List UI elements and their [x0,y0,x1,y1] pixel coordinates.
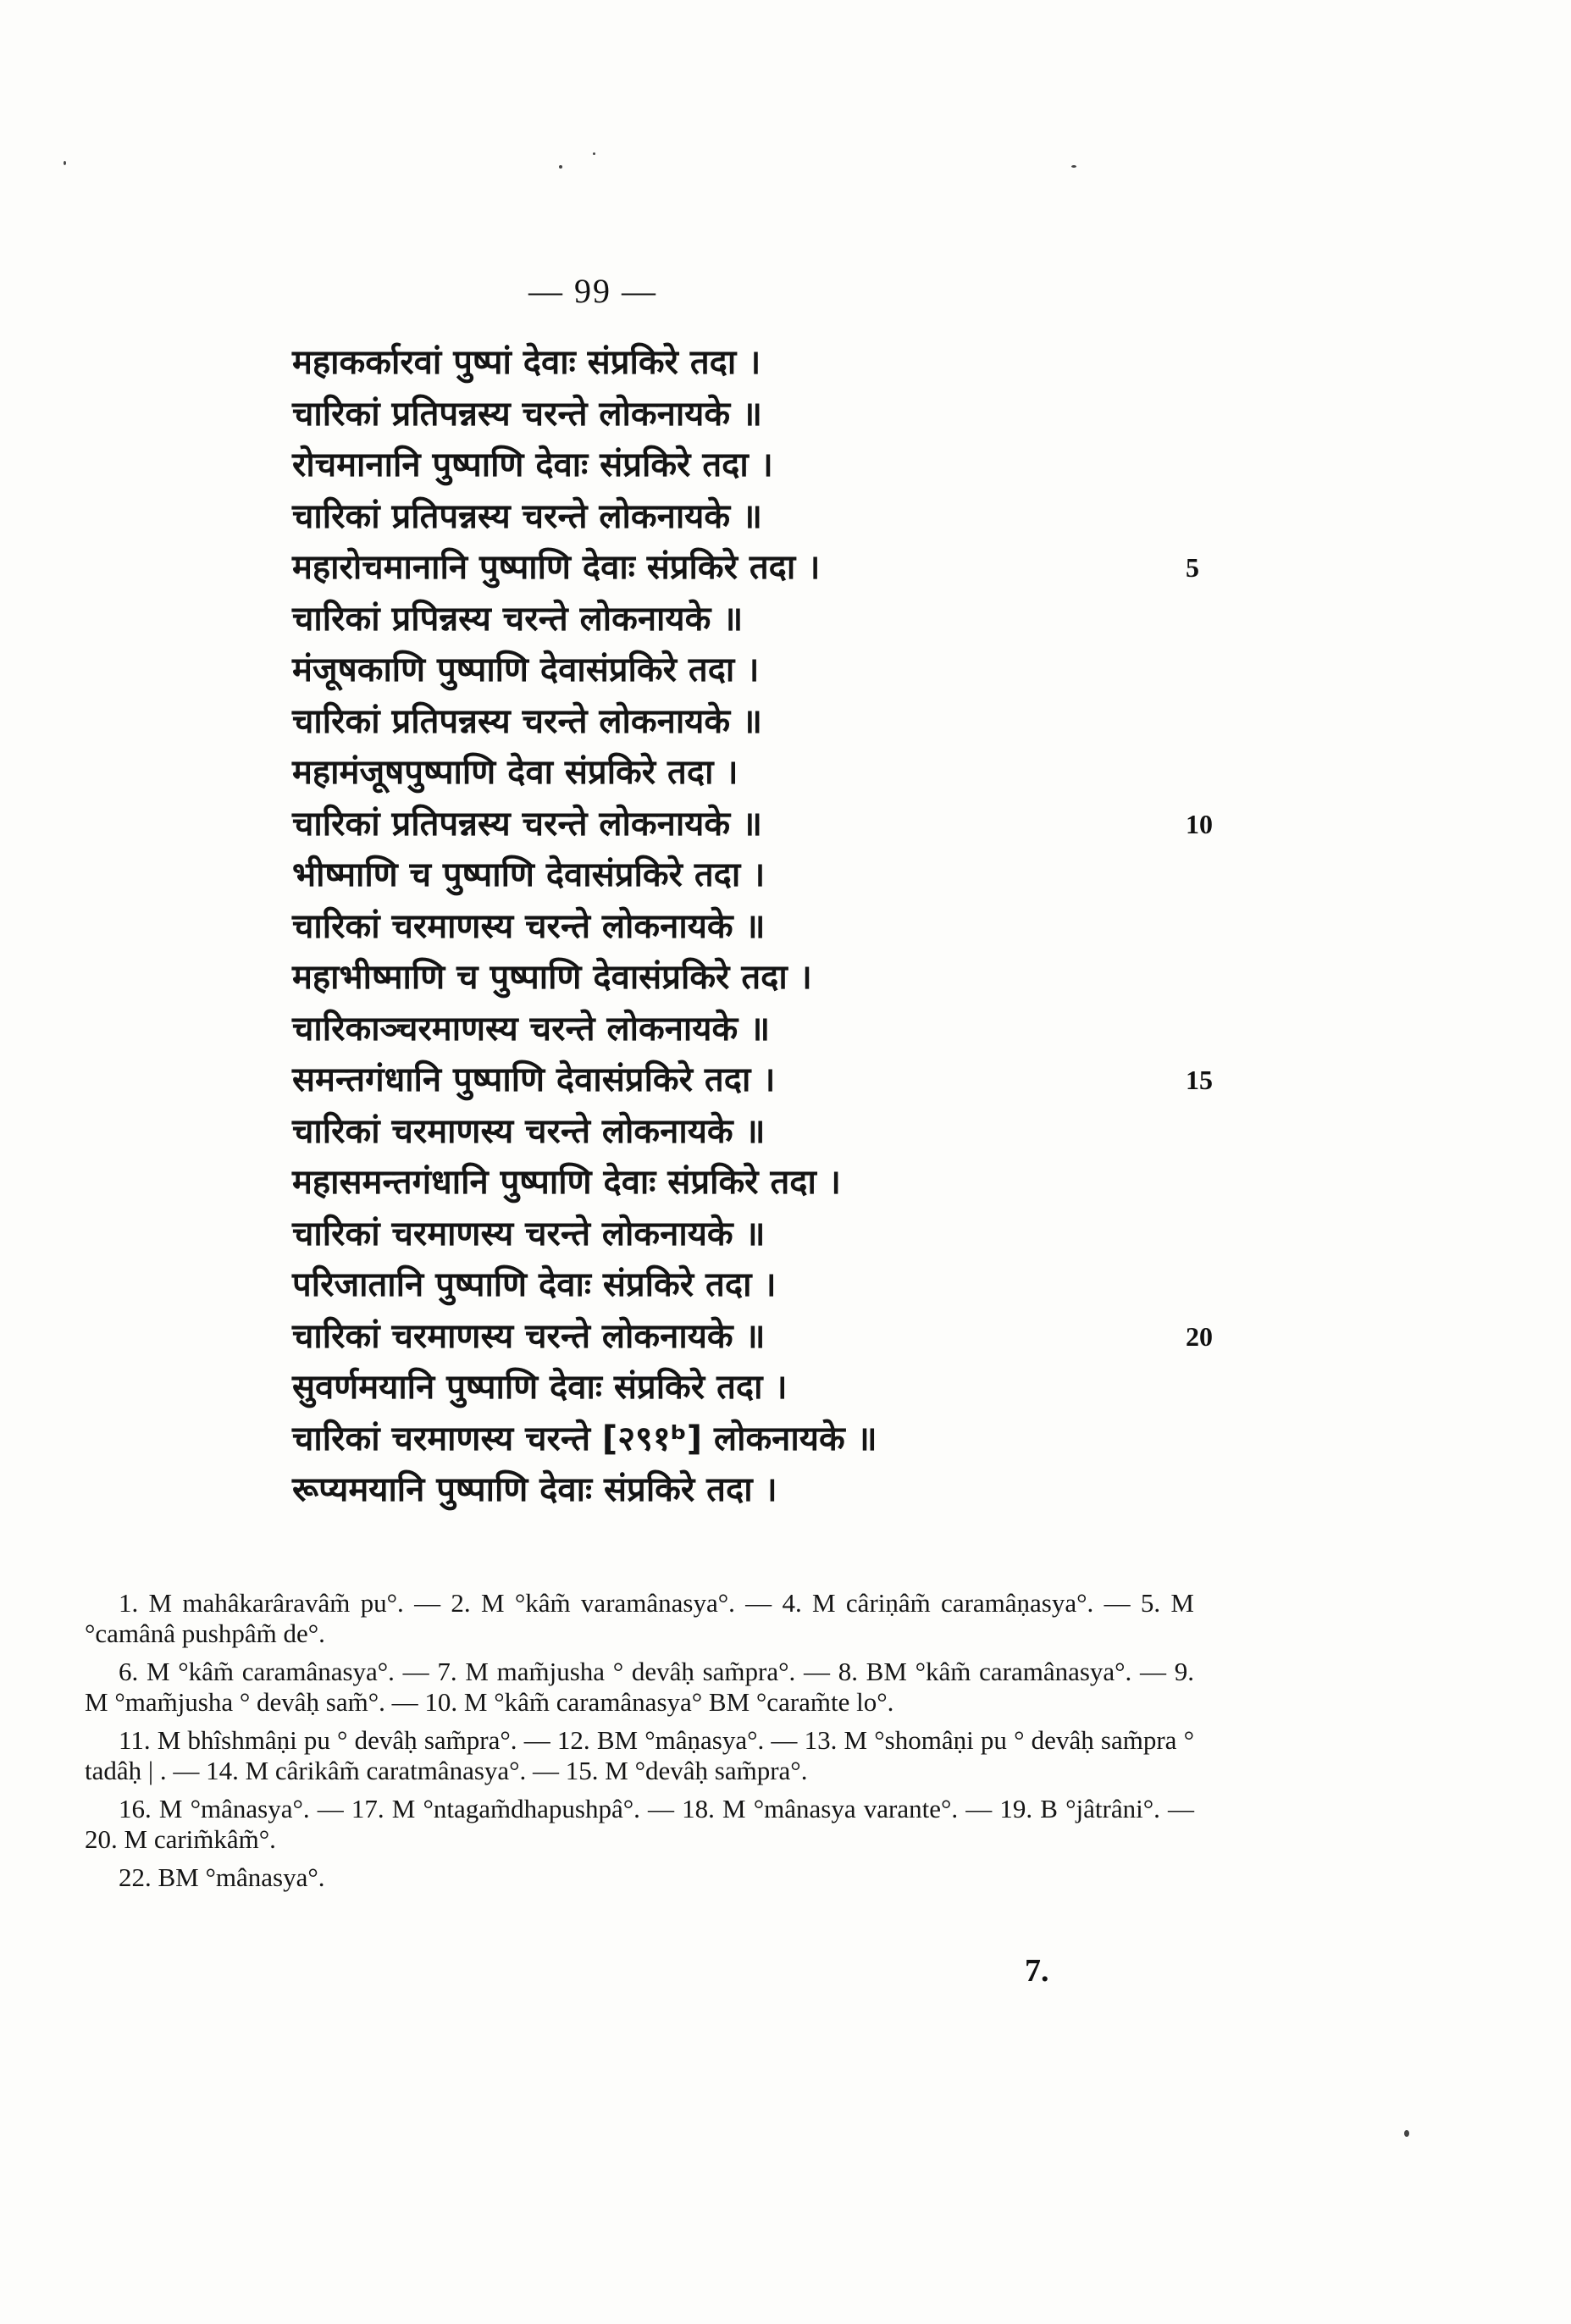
verse-line [292,1362,1563,1414]
footnote-paragraph: 22. BM °mânasya°. [119,1862,325,1892]
footnote-paragraph: 11. M bhîshmâṇi pu ° devâḥ sam̃pra°. — 12. BM °mâṇasya°. — 13. M °shomâṇi pu ° devâḥ sam̃pra ° tadâḥ | . — 14. M cârikâm̃ caratmânasya°. — 15. M °devâḥ sam̃pra°. [85,1725,1194,1785]
footnote-paragraph: 16. M °mânasya°. — 17. M °ntagam̃dhapushpâ°. — 18. M °mânasya varante°. — 19. B °jâtrâni°. — 20. M carim̃kâm̃°. [85,1794,1194,1854]
verse-text: महाकर्कारवां पुष्पां देवाः संप्रकिरे तदा । [292,343,761,382]
verse-text: चारिकां चरमाणस्य चरन्ते लोकनायके ॥ [292,1214,766,1253]
verse-text: चारिकां प्रतिपन्नस्य चरन्ते लोकनायके ॥ [292,496,762,536]
line-number: 5 [1186,552,1199,583]
verse-line [292,1464,1563,1516]
verse-line [292,1106,1563,1158]
verse-line [292,389,1563,440]
verse-text: चारिकां चरमाणस्य चरन्ते लोकनायके ॥ [292,1111,766,1151]
footnote-paragraph: 6. M °kâm̃ caramânasya°. — 7. M mam̃jusha ° devâḥ sam̃pra°. — 8. BM °kâm̃ caramânasya°. — 9. M °mam̃jusha ° devâḥ sam̃°. — 10. M °kâm̃ caramânasya° BM °caram̃te lo°. [85,1657,1194,1717]
verse-line [292,337,1563,389]
print-speck [1071,165,1076,168]
verse-line [292,1311,1563,1363]
verse-line [292,799,1563,850]
verse-line [292,440,1563,491]
footnote-paragraph: 1. M mahâkarâravâm̃ pu°. — 2. M °kâm̃ varamânasya°. — 4. M câriṇâm̃ caramâṇasya°. — 5. M °camânâ pushpâm̃ de°. [85,1588,1194,1648]
verse-text: भीष्माणि च पुष्पाणि देवासंप्रकिरे तदा । [292,855,766,894]
verse-text: सुवर्णमयानि पुष्पाणि देवाः संप्रकिरे तदा । [292,1368,788,1407]
verse-text: चारिकां चरमाणस्य चरन्ते [२९१ᵇ] लोकनायके ॥ [292,1419,877,1458]
verse-text: महासमन्तगंधानि पुष्पाणि देवाः संप्रकिरे तदा । [292,1163,841,1202]
verse-line [292,1054,1563,1106]
signature-mark: 7. [1025,1953,1049,1989]
verse-line [292,594,1563,645]
verse-text: रोचमानानि पुष्पाणि देवाः संप्रकिरे तदा । [292,445,773,484]
verse-text: महाभीष्माणि च पुष्पाणि देवासंप्रकिरे तदा । [292,958,812,997]
verse-text: परिजातानि पुष्पाणि देवाः संप्रकिरे तदा । [292,1265,777,1304]
verse-line [292,952,1563,1004]
verse-line [292,645,1563,696]
verse-line [292,849,1563,901]
footnotes [85,1588,1194,1901]
print-speck [559,165,562,169]
verse-text: चारिकां प्रतिपन्नस्य चरन्ते लोकनायके ॥ [292,701,762,741]
verse-line [292,491,1563,543]
verse-text: समन्तगंधानि पुष्पाणि देवासंप्रकिरे तदा । [292,1060,776,1099]
verse-line [292,542,1563,594]
verse-text: महामंजूषपुष्पाणि देवा संप्रकिरे तदा । [292,753,738,792]
verse-line [292,1004,1563,1055]
print-speck [1404,2130,1409,2137]
verse-text: चारिकां चरमाणस्य चरन्ते लोकनायके ॥ [292,906,766,946]
verse-line [292,747,1563,799]
verse-text: मंजूषकाणि पुष्पाणि देवासंप्रकिरे तदा । [292,650,760,689]
verse-line [292,901,1563,953]
verse-text: चारिकां चरमाणस्य चरन्ते लोकनायके ॥ [292,1316,766,1356]
verse-line [292,696,1563,748]
line-number: 20 [1186,1320,1213,1352]
verse-text: चारिकां प्रपिन्नस्य चरन्ते लोकनायके ॥ [292,599,744,639]
verse-text: चारिकाञ्चरमाणस्य चरन्ते लोकनायके ॥ [292,1009,771,1049]
verse-line [292,1209,1563,1260]
verse-line [292,1157,1563,1209]
print-speck [64,161,66,165]
verse-text: रूप्यमयानि पुष्पाणि देवाः संप्रकिरे तदा । [292,1470,777,1509]
verse-block [292,337,1563,1516]
line-number: 10 [1186,808,1213,839]
verse-text: चारिकां प्रतिपन्नस्य चरन्ते लोकनायके ॥ [292,804,762,844]
verse-text: महारोचमानानि पुष्पाणि देवाः संप्रकिरे तदा । [292,548,821,587]
verse-text: चारिकां प्रतिपन्नस्य चरन्ते लोकनायके ॥ [292,394,762,434]
page-number: — 99 — [528,272,657,310]
print-speck [593,152,595,155]
line-number: 15 [1186,1065,1213,1095]
verse-line [292,1414,1563,1465]
verse-line [292,1259,1563,1311]
